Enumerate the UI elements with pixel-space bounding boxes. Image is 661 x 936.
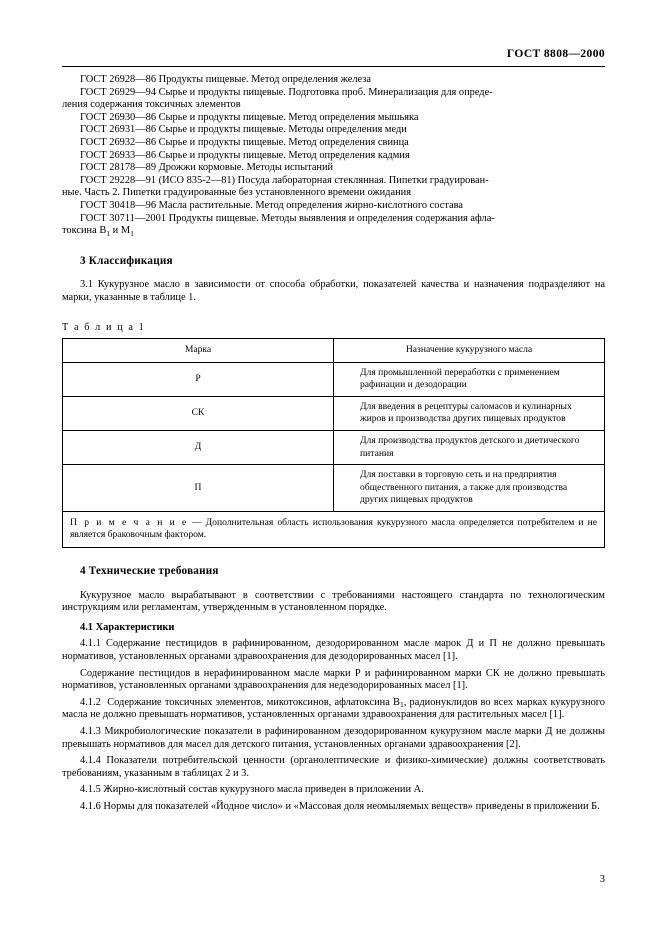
note-text: — Дополнительная область использования кукурузного масла определяется потребителем и не является браковочным фактором. — [70, 517, 597, 541]
subscript-one: 1 — [130, 228, 134, 238]
section-heading-classification: 3 Классификация — [80, 254, 173, 267]
standard-reference: ГОСТ 29228—91 (ИСО 835-2—81) Посуда лабораторная стеклянная. Пипетки градуирован- — [80, 174, 489, 186]
table-column-header-purpose: Назначение кукурузного масла — [334, 339, 605, 363]
subscript-one: 1 — [106, 228, 111, 238]
table-row — [63, 396, 605, 430]
cell-purpose: Для поставки в торговую сеть и на предприятия общественного питания, а также для производства других пищевых продуктов — [334, 465, 605, 512]
clause-4-1-1-continuation: Содержание пестицидов в нерафинированном масле марки Р и рафинированном марки СК не должно превышать нормативов, установленных органами здравоохранения для недезодорированных масел [1]. — [62, 667, 605, 692]
clause-4-1-1: 4.1.1 Содержание пестицидов в рафинированном, дезодорированном масле марок Д и П не должно превышать нормативов, установленных органами здравоохранения для дезодорированных масел [1]. — [62, 638, 605, 662]
clause-4-1-3: 4.1.3 Микробиологические показатели в рафинированном дезодорированном кукурузном масле марки Д не должны превышать нормативов для масел для детского питания, установленных органами здравоохранения [2]. — [62, 725, 605, 750]
standard-reference-continuation: токсина $B_1$ и $M_1$ — [62, 225, 134, 238]
standard-reference: ГОСТ 30711—2001 Продукты пищевые. Методы выявления и определения содержания афла- — [80, 212, 495, 224]
standard-reference: ГОСТ 26932—86 Сырье и продукты пищевые. Метод определения свинца — [80, 136, 409, 148]
cell-purpose: Для промышленной переработки с применением рафинации и дезодорации — [334, 362, 605, 396]
cell-mark: Р — [63, 362, 334, 396]
cell-mark: Д — [63, 431, 334, 465]
table-header-row — [63, 339, 605, 363]
standard-reference: ГОСТ 26931—86 Сырье и продукты пищевые. Методы определения меди — [80, 124, 407, 136]
subsection-heading-characteristics: 4.1 Характеристики — [80, 621, 175, 633]
cell-purpose: Для введения в рецептуры саломасов и кулинарных жиров и производства других пищевых продуктов — [334, 396, 605, 430]
table-row — [63, 431, 605, 465]
page-header-standard-code: ГОСТ 8808—2000 — [506, 48, 605, 60]
standard-reference: ГОСТ 28178—89 Дрожжи кормовые. Методы испытаний — [80, 162, 334, 174]
clause-4-1-4: 4.1.4 Показатели потребительской ценности (органолептические и физико-химические) должны соответствовать требованиям, указанным в таблицах 2 и 3. — [62, 755, 605, 779]
table-1-label: Т а б л и ц а 1 — [62, 321, 146, 333]
clause-3-1: 3.1 Кукурузное масло в зависимости от способа обработки, показателей качества и назначения подразделяют на марки, указанные в таблице 1. — [62, 279, 605, 303]
standard-reference: ГОСТ 26928—86 Продукты пищевые. Метод определения железа — [80, 74, 371, 85]
section-4-intro: Кукурузное масло вырабатывают в соответствии с требованиями настоящего стандарта по технологическим инструкциям или регламентам, утвержденным в установленном порядке. — [62, 589, 605, 614]
standard-reference: ГОСТ 26929—94 Сырье и продукты пищевые. Подготовка проб. Минерализация для опреде- — [80, 86, 493, 98]
clause-4-1-2: 4.1.2 Содержание токсичных элементов, микотоксинов, афлатоксина $B_1$, радионуклидов во всех марках кукурузного масла не должно превышать нормативов, установленных органами здравоохранения для растительных масел [1]. — [62, 696, 605, 721]
clause-4-1-6: 4.1.6 Нормы для показателей «Йодное число» и «Массовая доля неомыляемых веществ» приведены в приложении Б. — [80, 800, 600, 812]
table-1-classification — [62, 338, 605, 512]
section-heading-technical-requirements: 4 Технические требования — [80, 565, 219, 578]
cell-mark: П — [63, 465, 334, 512]
table-row — [63, 465, 605, 512]
table-1-note — [62, 512, 605, 548]
clause-4-1-5: 4.1.5 Жирно-кислотный состав кукурузного масла приведен в приложении А. — [80, 784, 424, 796]
header-divider — [62, 66, 605, 67]
page-content — [62, 74, 605, 814]
page-number: 3 — [599, 874, 605, 885]
referenced-standards-list — [62, 74, 605, 238]
standard-reference: ГОСТ 26930—86 Сырье и продукты пищевые. Метод определения мышьяка — [80, 111, 419, 123]
table-row — [63, 362, 605, 396]
standard-reference-continuation: ные. Часть 2. Пипетки градуированные без установленного времени ожидания — [62, 187, 411, 199]
table-column-header-mark: Марка — [63, 339, 334, 363]
cell-mark: СК — [63, 396, 334, 430]
standard-reference: ГОСТ 26933—86 Сырье и продукты пищевые. Метод определения кадмия — [80, 149, 410, 161]
standard-reference: ГОСТ 30418—96 Масла растительные. Метод определения жирно-кислотного состава — [80, 199, 463, 211]
note-label: П р и м е ч а н и е — [70, 517, 188, 529]
subscript-one: 1 — [399, 700, 404, 710]
standard-reference-continuation: ления содержания токсичных элементов — [62, 99, 241, 111]
cell-purpose: Для производства продуктов детского и диетического питания — [334, 431, 605, 465]
